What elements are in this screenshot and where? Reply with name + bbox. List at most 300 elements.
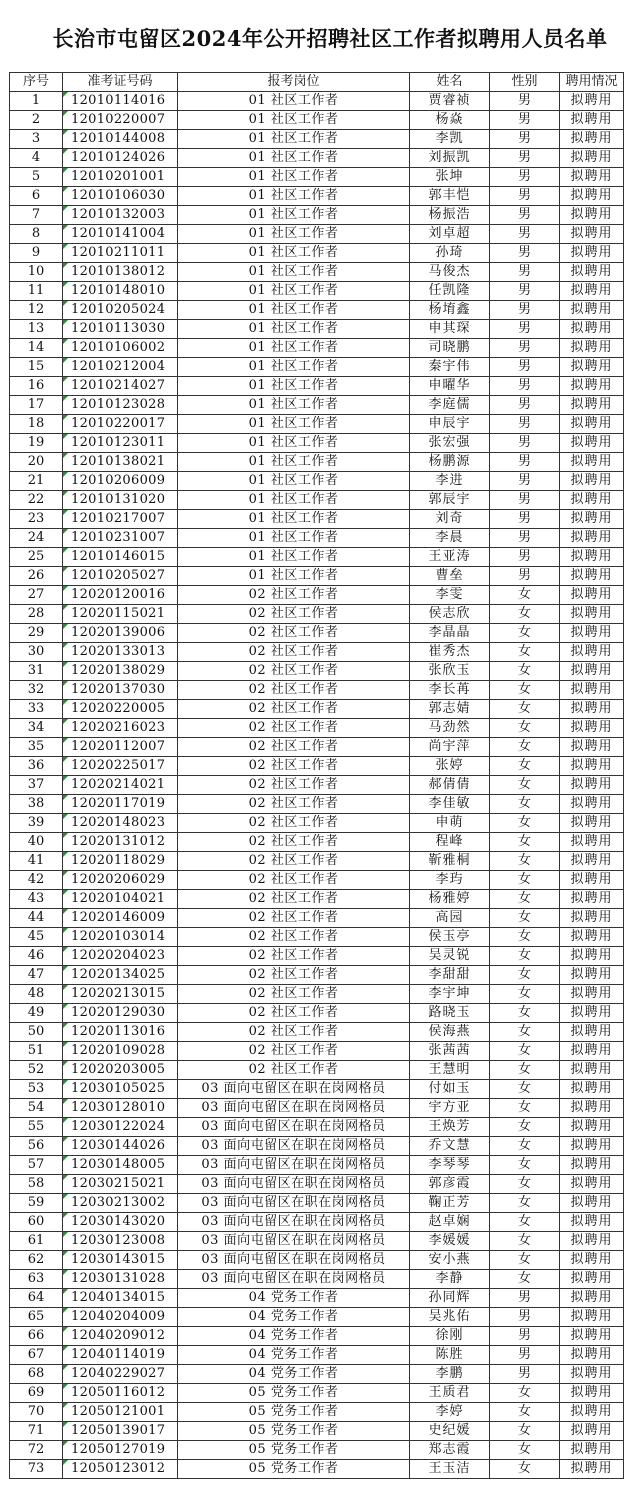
cell-name: 杨鹏源 — [410, 453, 490, 472]
cell-position: 02 社区工作者 — [178, 1042, 410, 1061]
cell-seq: 71 — [10, 1422, 63, 1441]
cell-status: 拟聘用 — [560, 1251, 624, 1270]
table-row — [10, 548, 624, 567]
cell-position: 01 社区工作者 — [178, 130, 410, 149]
cell-position: 04 党务工作者 — [178, 1289, 410, 1308]
cell-status: 拟聘用 — [560, 111, 624, 130]
cell-exam-id: 12040114019 — [63, 1346, 178, 1365]
cell-name: 王亚涛 — [410, 548, 490, 567]
cell-status: 拟聘用 — [560, 320, 624, 339]
table-row — [10, 320, 624, 339]
cell-gender: 男 — [490, 339, 560, 358]
cell-seq: 70 — [10, 1403, 63, 1422]
cell-position: 02 社区工作者 — [178, 681, 410, 700]
table-row — [10, 206, 624, 225]
cell-exam-id: 12020139006 — [63, 624, 178, 643]
cell-name: 秦宇伟 — [410, 358, 490, 377]
cell-status: 拟聘用 — [560, 871, 624, 890]
table-row — [10, 643, 624, 662]
cell-seq: 68 — [10, 1365, 63, 1384]
cell-exam-id: 12010138012 — [63, 263, 178, 282]
cell-position: 01 社区工作者 — [178, 472, 410, 491]
cell-position: 01 社区工作者 — [178, 206, 410, 225]
table-row — [10, 130, 624, 149]
table-row — [10, 1346, 624, 1365]
cell-position: 04 党务工作者 — [178, 1346, 410, 1365]
cell-status: 拟聘用 — [560, 928, 624, 947]
cell-name: 杨焱 — [410, 111, 490, 130]
cell-status: 拟聘用 — [560, 605, 624, 624]
table-row — [10, 719, 624, 738]
table-row — [10, 1042, 624, 1061]
cell-seq: 61 — [10, 1232, 63, 1251]
cell-status: 拟聘用 — [560, 339, 624, 358]
cell-exam-id: 12010211011 — [63, 244, 178, 263]
table-row — [10, 776, 624, 795]
table-row — [10, 92, 624, 111]
cell-gender: 女 — [490, 1004, 560, 1023]
cell-status: 拟聘用 — [560, 225, 624, 244]
header-seq: 序号 — [10, 73, 63, 92]
cell-position: 01 社区工作者 — [178, 453, 410, 472]
cell-name: 王焕芳 — [410, 1118, 490, 1137]
cell-status: 拟聘用 — [560, 1099, 624, 1118]
cell-exam-id: 12020220005 — [63, 700, 178, 719]
cell-seq: 23 — [10, 510, 63, 529]
cell-seq: 65 — [10, 1308, 63, 1327]
table-row — [10, 700, 624, 719]
cell-name: 司晓鹏 — [410, 339, 490, 358]
cell-position: 04 党务工作者 — [178, 1327, 410, 1346]
cell-status: 拟聘用 — [560, 586, 624, 605]
cell-gender: 女 — [490, 795, 560, 814]
cell-seq: 51 — [10, 1042, 63, 1061]
cell-status: 拟聘用 — [560, 149, 624, 168]
cell-gender: 女 — [490, 776, 560, 795]
cell-status: 拟聘用 — [560, 396, 624, 415]
cell-name: 王玉洁 — [410, 1460, 490, 1479]
cell-name: 李晶晶 — [410, 624, 490, 643]
cell-name: 郭彦霞 — [410, 1175, 490, 1194]
cell-position: 02 社区工作者 — [178, 852, 410, 871]
table-row — [10, 1213, 624, 1232]
cell-gender: 男 — [490, 320, 560, 339]
table-row — [10, 947, 624, 966]
cell-exam-id: 12050123012 — [63, 1460, 178, 1479]
table-row — [10, 339, 624, 358]
cell-position: 03 面向屯留区在职在岗网格员 — [178, 1156, 410, 1175]
cell-gender: 女 — [490, 814, 560, 833]
cell-gender: 女 — [490, 852, 560, 871]
cell-status: 拟聘用 — [560, 1289, 624, 1308]
cell-gender: 男 — [490, 396, 560, 415]
cell-seq: 42 — [10, 871, 63, 890]
cell-name: 李雯 — [410, 586, 490, 605]
cell-gender: 女 — [490, 1441, 560, 1460]
table-row — [10, 1460, 624, 1479]
cell-exam-id: 12020206029 — [63, 871, 178, 890]
table-row — [10, 1118, 624, 1137]
table-row — [10, 928, 624, 947]
cell-position: 01 社区工作者 — [178, 415, 410, 434]
cell-exam-id: 12010132003 — [63, 206, 178, 225]
cell-name: 史纪媛 — [410, 1422, 490, 1441]
cell-seq: 40 — [10, 833, 63, 852]
table-row — [10, 814, 624, 833]
cell-gender: 女 — [490, 928, 560, 947]
cell-gender: 女 — [490, 700, 560, 719]
table-row — [10, 111, 624, 130]
cell-name: 高园 — [410, 909, 490, 928]
cell-seq: 26 — [10, 567, 63, 586]
cell-exam-id: 12020225017 — [63, 757, 178, 776]
cell-name: 郭志婧 — [410, 700, 490, 719]
table-row — [10, 871, 624, 890]
cell-exam-id: 12040204009 — [63, 1308, 178, 1327]
cell-position: 01 社区工作者 — [178, 225, 410, 244]
cell-name: 刘奇 — [410, 510, 490, 529]
cell-status: 拟聘用 — [560, 814, 624, 833]
cell-seq: 45 — [10, 928, 63, 947]
cell-exam-id: 12020117019 — [63, 795, 178, 814]
cell-exam-id: 12010138021 — [63, 453, 178, 472]
cell-position: 03 面向屯留区在职在岗网格员 — [178, 1251, 410, 1270]
cell-position: 03 面向屯留区在职在岗网格员 — [178, 1080, 410, 1099]
cell-seq: 62 — [10, 1251, 63, 1270]
cell-seq: 11 — [10, 282, 63, 301]
header-position: 报考岗位 — [178, 73, 410, 92]
cell-name: 付如玉 — [410, 1080, 490, 1099]
cell-gender: 男 — [490, 111, 560, 130]
cell-gender: 女 — [490, 1156, 560, 1175]
cell-status: 拟聘用 — [560, 92, 624, 111]
cell-seq: 14 — [10, 339, 63, 358]
table-row — [10, 453, 624, 472]
cell-gender: 女 — [490, 1061, 560, 1080]
cell-position: 03 面向屯留区在职在岗网格员 — [178, 1137, 410, 1156]
cell-status: 拟聘用 — [560, 1460, 624, 1479]
table-row — [10, 244, 624, 263]
table-row — [10, 1422, 624, 1441]
cell-name: 王慧明 — [410, 1061, 490, 1080]
cell-seq: 49 — [10, 1004, 63, 1023]
cell-name: 侯玉亭 — [410, 928, 490, 947]
cell-gender: 女 — [490, 586, 560, 605]
cell-name: 郝倩倩 — [410, 776, 490, 795]
cell-seq: 69 — [10, 1384, 63, 1403]
cell-position: 01 社区工作者 — [178, 149, 410, 168]
cell-exam-id: 12010141004 — [63, 225, 178, 244]
cell-exam-id: 12010231007 — [63, 529, 178, 548]
cell-status: 拟聘用 — [560, 1232, 624, 1251]
cell-seq: 59 — [10, 1194, 63, 1213]
table-row — [10, 1175, 624, 1194]
cell-position: 02 社区工作者 — [178, 795, 410, 814]
cell-seq: 21 — [10, 472, 63, 491]
table-row — [10, 662, 624, 681]
table-row — [10, 1099, 624, 1118]
cell-position: 05 党务工作者 — [178, 1441, 410, 1460]
cell-gender: 女 — [490, 662, 560, 681]
cell-name: 李长苒 — [410, 681, 490, 700]
cell-gender: 男 — [490, 472, 560, 491]
cell-status: 拟聘用 — [560, 1308, 624, 1327]
page-title: 长治市屯留区2024年公开招聘社区工作者拟聘用人员名单 — [52, 26, 608, 51]
cell-seq: 66 — [10, 1327, 63, 1346]
cell-seq: 63 — [10, 1270, 63, 1289]
cell-seq: 57 — [10, 1156, 63, 1175]
cell-seq: 35 — [10, 738, 63, 757]
cell-seq: 20 — [10, 453, 63, 472]
table-row — [10, 263, 624, 282]
cell-seq: 22 — [10, 491, 63, 510]
cell-status: 拟聘用 — [560, 244, 624, 263]
cell-gender: 男 — [490, 130, 560, 149]
cell-status: 拟聘用 — [560, 1023, 624, 1042]
cell-position: 01 社区工作者 — [178, 396, 410, 415]
cell-status: 拟聘用 — [560, 1384, 624, 1403]
cell-gender: 男 — [490, 548, 560, 567]
cell-name: 郭辰宇 — [410, 491, 490, 510]
cell-seq: 52 — [10, 1061, 63, 1080]
cell-gender: 男 — [490, 263, 560, 282]
cell-gender: 女 — [490, 605, 560, 624]
cell-gender: 女 — [490, 1384, 560, 1403]
cell-status: 拟聘用 — [560, 358, 624, 377]
cell-status: 拟聘用 — [560, 1080, 624, 1099]
cell-seq: 4 — [10, 149, 63, 168]
cell-position: 03 面向屯留区在职在岗网格员 — [178, 1099, 410, 1118]
cell-seq: 5 — [10, 168, 63, 187]
table-row — [10, 852, 624, 871]
cell-seq: 58 — [10, 1175, 63, 1194]
cell-position: 02 社区工作者 — [178, 947, 410, 966]
cell-position: 03 面向屯留区在职在岗网格员 — [178, 1270, 410, 1289]
cell-gender: 女 — [490, 966, 560, 985]
cell-seq: 3 — [10, 130, 63, 149]
cell-exam-id: 12010220007 — [63, 111, 178, 130]
cell-exam-id: 12020216023 — [63, 719, 178, 738]
table-row — [10, 1080, 624, 1099]
cell-position: 01 社区工作者 — [178, 244, 410, 263]
cell-exam-id: 12020120016 — [63, 586, 178, 605]
cell-exam-id: 12020138029 — [63, 662, 178, 681]
cell-position: 01 社区工作者 — [178, 548, 410, 567]
cell-seq: 39 — [10, 814, 63, 833]
cell-position: 01 社区工作者 — [178, 529, 410, 548]
cell-name: 杨堉鑫 — [410, 301, 490, 320]
cell-gender: 女 — [490, 1232, 560, 1251]
cell-position: 03 面向屯留区在职在岗网格员 — [178, 1118, 410, 1137]
cell-status: 拟聘用 — [560, 187, 624, 206]
cell-seq: 18 — [10, 415, 63, 434]
cell-exam-id: 12010201001 — [63, 168, 178, 187]
cell-gender: 女 — [490, 1137, 560, 1156]
cell-name: 张茜茜 — [410, 1042, 490, 1061]
table-row — [10, 966, 624, 985]
cell-gender: 男 — [490, 206, 560, 225]
cell-name: 李玙 — [410, 871, 490, 890]
table-row — [10, 1023, 624, 1042]
cell-status: 拟聘用 — [560, 567, 624, 586]
table-row — [10, 586, 624, 605]
cell-exam-id: 12030215021 — [63, 1175, 178, 1194]
table-row — [10, 1137, 624, 1156]
cell-position: 01 社区工作者 — [178, 491, 410, 510]
cell-seq: 38 — [10, 795, 63, 814]
cell-status: 拟聘用 — [560, 1403, 624, 1422]
table-row — [10, 890, 624, 909]
cell-status: 拟聘用 — [560, 529, 624, 548]
table-row — [10, 1004, 624, 1023]
cell-position: 02 社区工作者 — [178, 738, 410, 757]
cell-status: 拟聘用 — [560, 909, 624, 928]
cell-name: 李琴琴 — [410, 1156, 490, 1175]
cell-status: 拟聘用 — [560, 738, 624, 757]
cell-name: 王质君 — [410, 1384, 490, 1403]
cell-name: 杨雅婷 — [410, 890, 490, 909]
table-row — [10, 1156, 624, 1175]
cell-seq: 1 — [10, 92, 63, 111]
cell-gender: 女 — [490, 833, 560, 852]
table-row — [10, 529, 624, 548]
cell-exam-id: 12030148005 — [63, 1156, 178, 1175]
cell-name: 李婷 — [410, 1403, 490, 1422]
cell-position: 01 社区工作者 — [178, 111, 410, 130]
cell-seq: 13 — [10, 320, 63, 339]
cell-position: 02 社区工作者 — [178, 757, 410, 776]
table-row — [10, 1327, 624, 1346]
cell-gender: 女 — [490, 719, 560, 738]
cell-position: 03 面向屯留区在职在岗网格员 — [178, 1194, 410, 1213]
cell-exam-id: 12020213015 — [63, 985, 178, 1004]
cell-seq: 8 — [10, 225, 63, 244]
cell-position: 02 社区工作者 — [178, 1061, 410, 1080]
cell-gender: 女 — [490, 871, 560, 890]
cell-name: 李媛媛 — [410, 1232, 490, 1251]
cell-name: 张婷 — [410, 757, 490, 776]
cell-name: 郭丰恺 — [410, 187, 490, 206]
cell-exam-id: 12040209012 — [63, 1327, 178, 1346]
cell-gender: 女 — [490, 1042, 560, 1061]
cell-seq: 27 — [10, 586, 63, 605]
cell-status: 拟聘用 — [560, 434, 624, 453]
cell-name: 马俊杰 — [410, 263, 490, 282]
cell-seq: 54 — [10, 1099, 63, 1118]
cell-position: 02 社区工作者 — [178, 814, 410, 833]
cell-exam-id: 12020133013 — [63, 643, 178, 662]
table-row — [10, 833, 624, 852]
cell-gender: 女 — [490, 1099, 560, 1118]
table-row — [10, 1194, 624, 1213]
cell-name: 吴灵锐 — [410, 947, 490, 966]
table-header-row — [10, 73, 624, 92]
cell-name: 尚宇萍 — [410, 738, 490, 757]
cell-name: 杨振浩 — [410, 206, 490, 225]
cell-gender: 女 — [490, 1403, 560, 1422]
cell-position: 03 面向屯留区在职在岗网格员 — [178, 1213, 410, 1232]
cell-name: 路晓玉 — [410, 1004, 490, 1023]
cell-name: 崔秀杰 — [410, 643, 490, 662]
cell-seq: 30 — [10, 643, 63, 662]
cell-gender: 女 — [490, 1460, 560, 1479]
table-row — [10, 1365, 624, 1384]
table-row — [10, 1441, 624, 1460]
cell-position: 02 社区工作者 — [178, 1004, 410, 1023]
cell-position: 01 社区工作者 — [178, 510, 410, 529]
cell-status: 拟聘用 — [560, 510, 624, 529]
cell-exam-id: 12020137030 — [63, 681, 178, 700]
table-row — [10, 225, 624, 244]
cell-status: 拟聘用 — [560, 700, 624, 719]
cell-seq: 47 — [10, 966, 63, 985]
cell-position: 01 社区工作者 — [178, 377, 410, 396]
cell-seq: 15 — [10, 358, 63, 377]
cell-gender: 男 — [490, 1346, 560, 1365]
table-row — [10, 567, 624, 586]
cell-seq: 34 — [10, 719, 63, 738]
cell-name: 任凯隆 — [410, 282, 490, 301]
cell-gender: 女 — [490, 1118, 560, 1137]
cell-exam-id: 12020146009 — [63, 909, 178, 928]
table-row — [10, 681, 624, 700]
cell-status: 拟聘用 — [560, 1061, 624, 1080]
cell-name: 靳雅桐 — [410, 852, 490, 871]
cell-seq: 50 — [10, 1023, 63, 1042]
cell-seq: 55 — [10, 1118, 63, 1137]
cell-seq: 64 — [10, 1289, 63, 1308]
cell-exam-id: 12030122024 — [63, 1118, 178, 1137]
cell-gender: 女 — [490, 757, 560, 776]
cell-gender: 男 — [490, 301, 560, 320]
cell-exam-id: 12030143015 — [63, 1251, 178, 1270]
table-row — [10, 415, 624, 434]
cell-gender: 男 — [490, 92, 560, 111]
cell-position: 01 社区工作者 — [178, 168, 410, 187]
cell-exam-id: 12010106030 — [63, 187, 178, 206]
cell-exam-id: 12030131028 — [63, 1270, 178, 1289]
cell-seq: 28 — [10, 605, 63, 624]
cell-exam-id: 12010220017 — [63, 415, 178, 434]
cell-exam-id: 12050139017 — [63, 1422, 178, 1441]
cell-seq: 16 — [10, 377, 63, 396]
cell-position: 02 社区工作者 — [178, 909, 410, 928]
cell-status: 拟聘用 — [560, 1118, 624, 1137]
cell-position: 01 社区工作者 — [178, 187, 410, 206]
cell-gender: 女 — [490, 890, 560, 909]
cell-name: 李鹏 — [410, 1365, 490, 1384]
cell-name: 安小燕 — [410, 1251, 490, 1270]
cell-status: 拟聘用 — [560, 282, 624, 301]
cell-gender: 男 — [490, 1289, 560, 1308]
cell-exam-id: 12030213002 — [63, 1194, 178, 1213]
cell-position: 02 社区工作者 — [178, 1023, 410, 1042]
cell-name: 贾睿祯 — [410, 92, 490, 111]
cell-position: 02 社区工作者 — [178, 662, 410, 681]
cell-gender: 男 — [490, 510, 560, 529]
cell-gender: 男 — [490, 1327, 560, 1346]
cell-exam-id: 12010146015 — [63, 548, 178, 567]
cell-status: 拟聘用 — [560, 757, 624, 776]
cell-name: 李宇坤 — [410, 985, 490, 1004]
table-row — [10, 301, 624, 320]
cell-exam-id: 12050121001 — [63, 1403, 178, 1422]
cell-status: 拟聘用 — [560, 415, 624, 434]
cell-exam-id: 12030105025 — [63, 1080, 178, 1099]
cell-position: 04 党务工作者 — [178, 1365, 410, 1384]
cell-status: 拟聘用 — [560, 833, 624, 852]
cell-exam-id: 12020214021 — [63, 776, 178, 795]
